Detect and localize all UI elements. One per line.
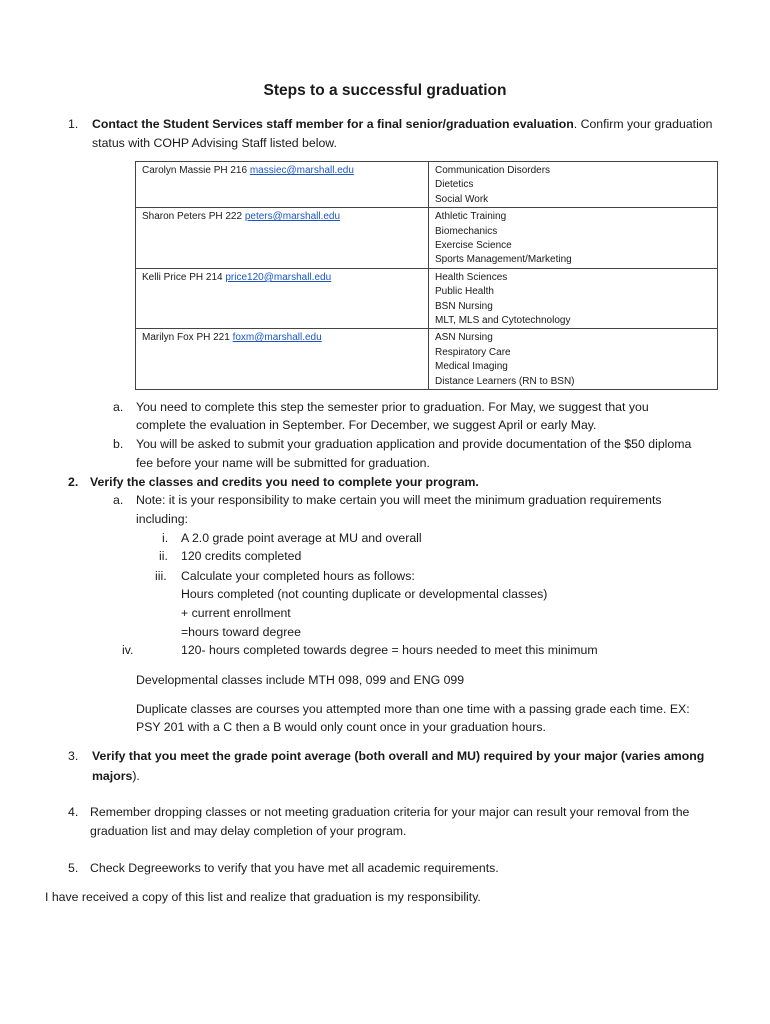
program-name: ASN Nursing (435, 332, 493, 344)
step1-bold: Contact the Student Services staff member for a final senior/graduation evaluation (92, 117, 574, 131)
program-name: Respiratory Care (435, 346, 511, 358)
program-name: Sports Management/Marketing (435, 254, 572, 266)
advisor-email-link[interactable]: peters@marshall.edu (244, 211, 341, 223)
roman-i-label: i. (162, 531, 169, 545)
calc-line-2: + current enrollment (181, 606, 291, 620)
step5-number: 5. (68, 861, 79, 875)
step2a-line1: Note: it is your responsibility to make certain you will meet the minimum graduation requirements (136, 493, 662, 507)
step4-line1: Remember dropping classes or not meeting graduation criteria for your major can result your removal from the (90, 805, 690, 819)
page-title: Steps to a successful graduation (263, 82, 507, 99)
program-name: Communication Disorders (435, 165, 551, 176)
step1-line2: status with COHP Advising Staff listed below. (92, 136, 337, 150)
advisor-row (136, 268, 718, 329)
step1-number: 1. (68, 117, 79, 131)
step2a-label: a. (113, 493, 124, 507)
calc-line-1: Hours completed (not counting duplicate or developmental classes) (181, 587, 548, 601)
step4-number: 4. (68, 805, 79, 819)
duplicate-note-line2: PSY 201 with a C then a B would only count once in your graduation hours. (136, 720, 546, 734)
program-name: Public Health (435, 286, 494, 298)
step2-text: Verify the classes and credits you need to complete your program. (90, 475, 479, 489)
program-name: MLT, MLS and Cytotechnology (435, 315, 571, 327)
program-name: Social Work (435, 193, 489, 205)
roman-ii-label: ii. (159, 549, 168, 563)
step1a-label: a. (113, 400, 124, 414)
advisor-row (136, 162, 718, 208)
step1a-line2: complete the evaluation in September. For December, we suggest April or early May. (136, 418, 597, 432)
program-name: Biomechanics (435, 225, 498, 237)
advisor-contact-cell (136, 329, 429, 390)
step5-text: Check Degreeworks to verify that you have met all academic requirements. (90, 861, 499, 875)
program-name: Health Sciences (435, 271, 508, 283)
roman-iv-text: 120- hours completed towards degree = hours needed to meet this minimum (181, 643, 598, 657)
advisor-email-link[interactable]: massiec@marshall.edu (249, 165, 354, 176)
step1-text (92, 115, 712, 134)
program-name: Dietetics (435, 179, 474, 191)
advisor-row (136, 329, 718, 390)
step3-number: 3. (68, 749, 79, 763)
advisor-email-link[interactable]: price120@marshall.edu (225, 271, 332, 283)
developmental-note: Developmental classes include MTH 098, 099 and ENG 099 (136, 673, 465, 687)
step1-rest: . Confirm your graduation (573, 117, 713, 131)
advisor-row (136, 208, 718, 269)
advisor-table (135, 161, 718, 390)
program-name: Distance Learners (RN to BSN) (435, 375, 575, 387)
advisor-contact-cell (136, 208, 429, 269)
advisor-name: Sharon Peters PH 222 (142, 211, 243, 223)
step1b-line1: You will be asked to submit your graduation application and provide documentation of the $50 diploma (136, 437, 692, 451)
advisor-contact-cell (136, 268, 429, 329)
advisor-name: Carolyn Massie PH 216 (142, 165, 248, 176)
advisor-name: Marilyn Fox PH 221 (142, 332, 230, 344)
step3-line1: Verify that you meet the grade point average (both overall and MU) required by your major (varies among (92, 749, 705, 763)
step2a-line2: including: (136, 512, 188, 526)
roman-ii-text: 120 credits completed (181, 549, 302, 563)
advisor-email-link[interactable]: foxm@marshall.edu (232, 332, 322, 344)
roman-iii-label: iii. (155, 569, 167, 583)
advisor-name: Kelli Price PH 214 (142, 271, 223, 283)
calc-line-3: =hours toward degree (181, 625, 301, 639)
duplicate-note-line1: Duplicate classes are courses you attempted more than one time with a passing grade each time. EX: (136, 702, 690, 716)
roman-i-text: A 2.0 grade point average at MU and overall (181, 531, 422, 545)
step2-number: 2. (68, 475, 79, 489)
step1b-line2: fee before your name will be submitted for graduation. (136, 456, 430, 470)
program-name: Exercise Science (435, 240, 512, 252)
step1a-line1: You need to complete this step the semester prior to graduation. For May, we suggest that you (136, 400, 649, 414)
advisor-programs-cell (429, 162, 718, 208)
step1b-label: b. (113, 437, 124, 451)
step4-line2: graduation list and may delay completion of your program. (90, 824, 407, 838)
step3-majors: majors (92, 769, 133, 783)
program-name: Medical Imaging (435, 361, 508, 373)
roman-iii-text: Calculate your completed hours as follows: (181, 569, 415, 583)
acknowledgement: I have received a copy of this list and realize that graduation is my responsibility. (45, 890, 481, 904)
program-name: Athletic Training (435, 211, 507, 223)
advisor-programs-cell (429, 208, 718, 269)
program-name: BSN Nursing (435, 300, 493, 312)
advisor-programs-cell (429, 268, 718, 329)
advisor-programs-cell (429, 329, 718, 390)
advisor-contact-cell (136, 162, 429, 208)
step3-line2 (92, 767, 140, 786)
step3-line2-rest: ). (132, 769, 140, 783)
roman-iv-label: iv. (122, 643, 134, 657)
